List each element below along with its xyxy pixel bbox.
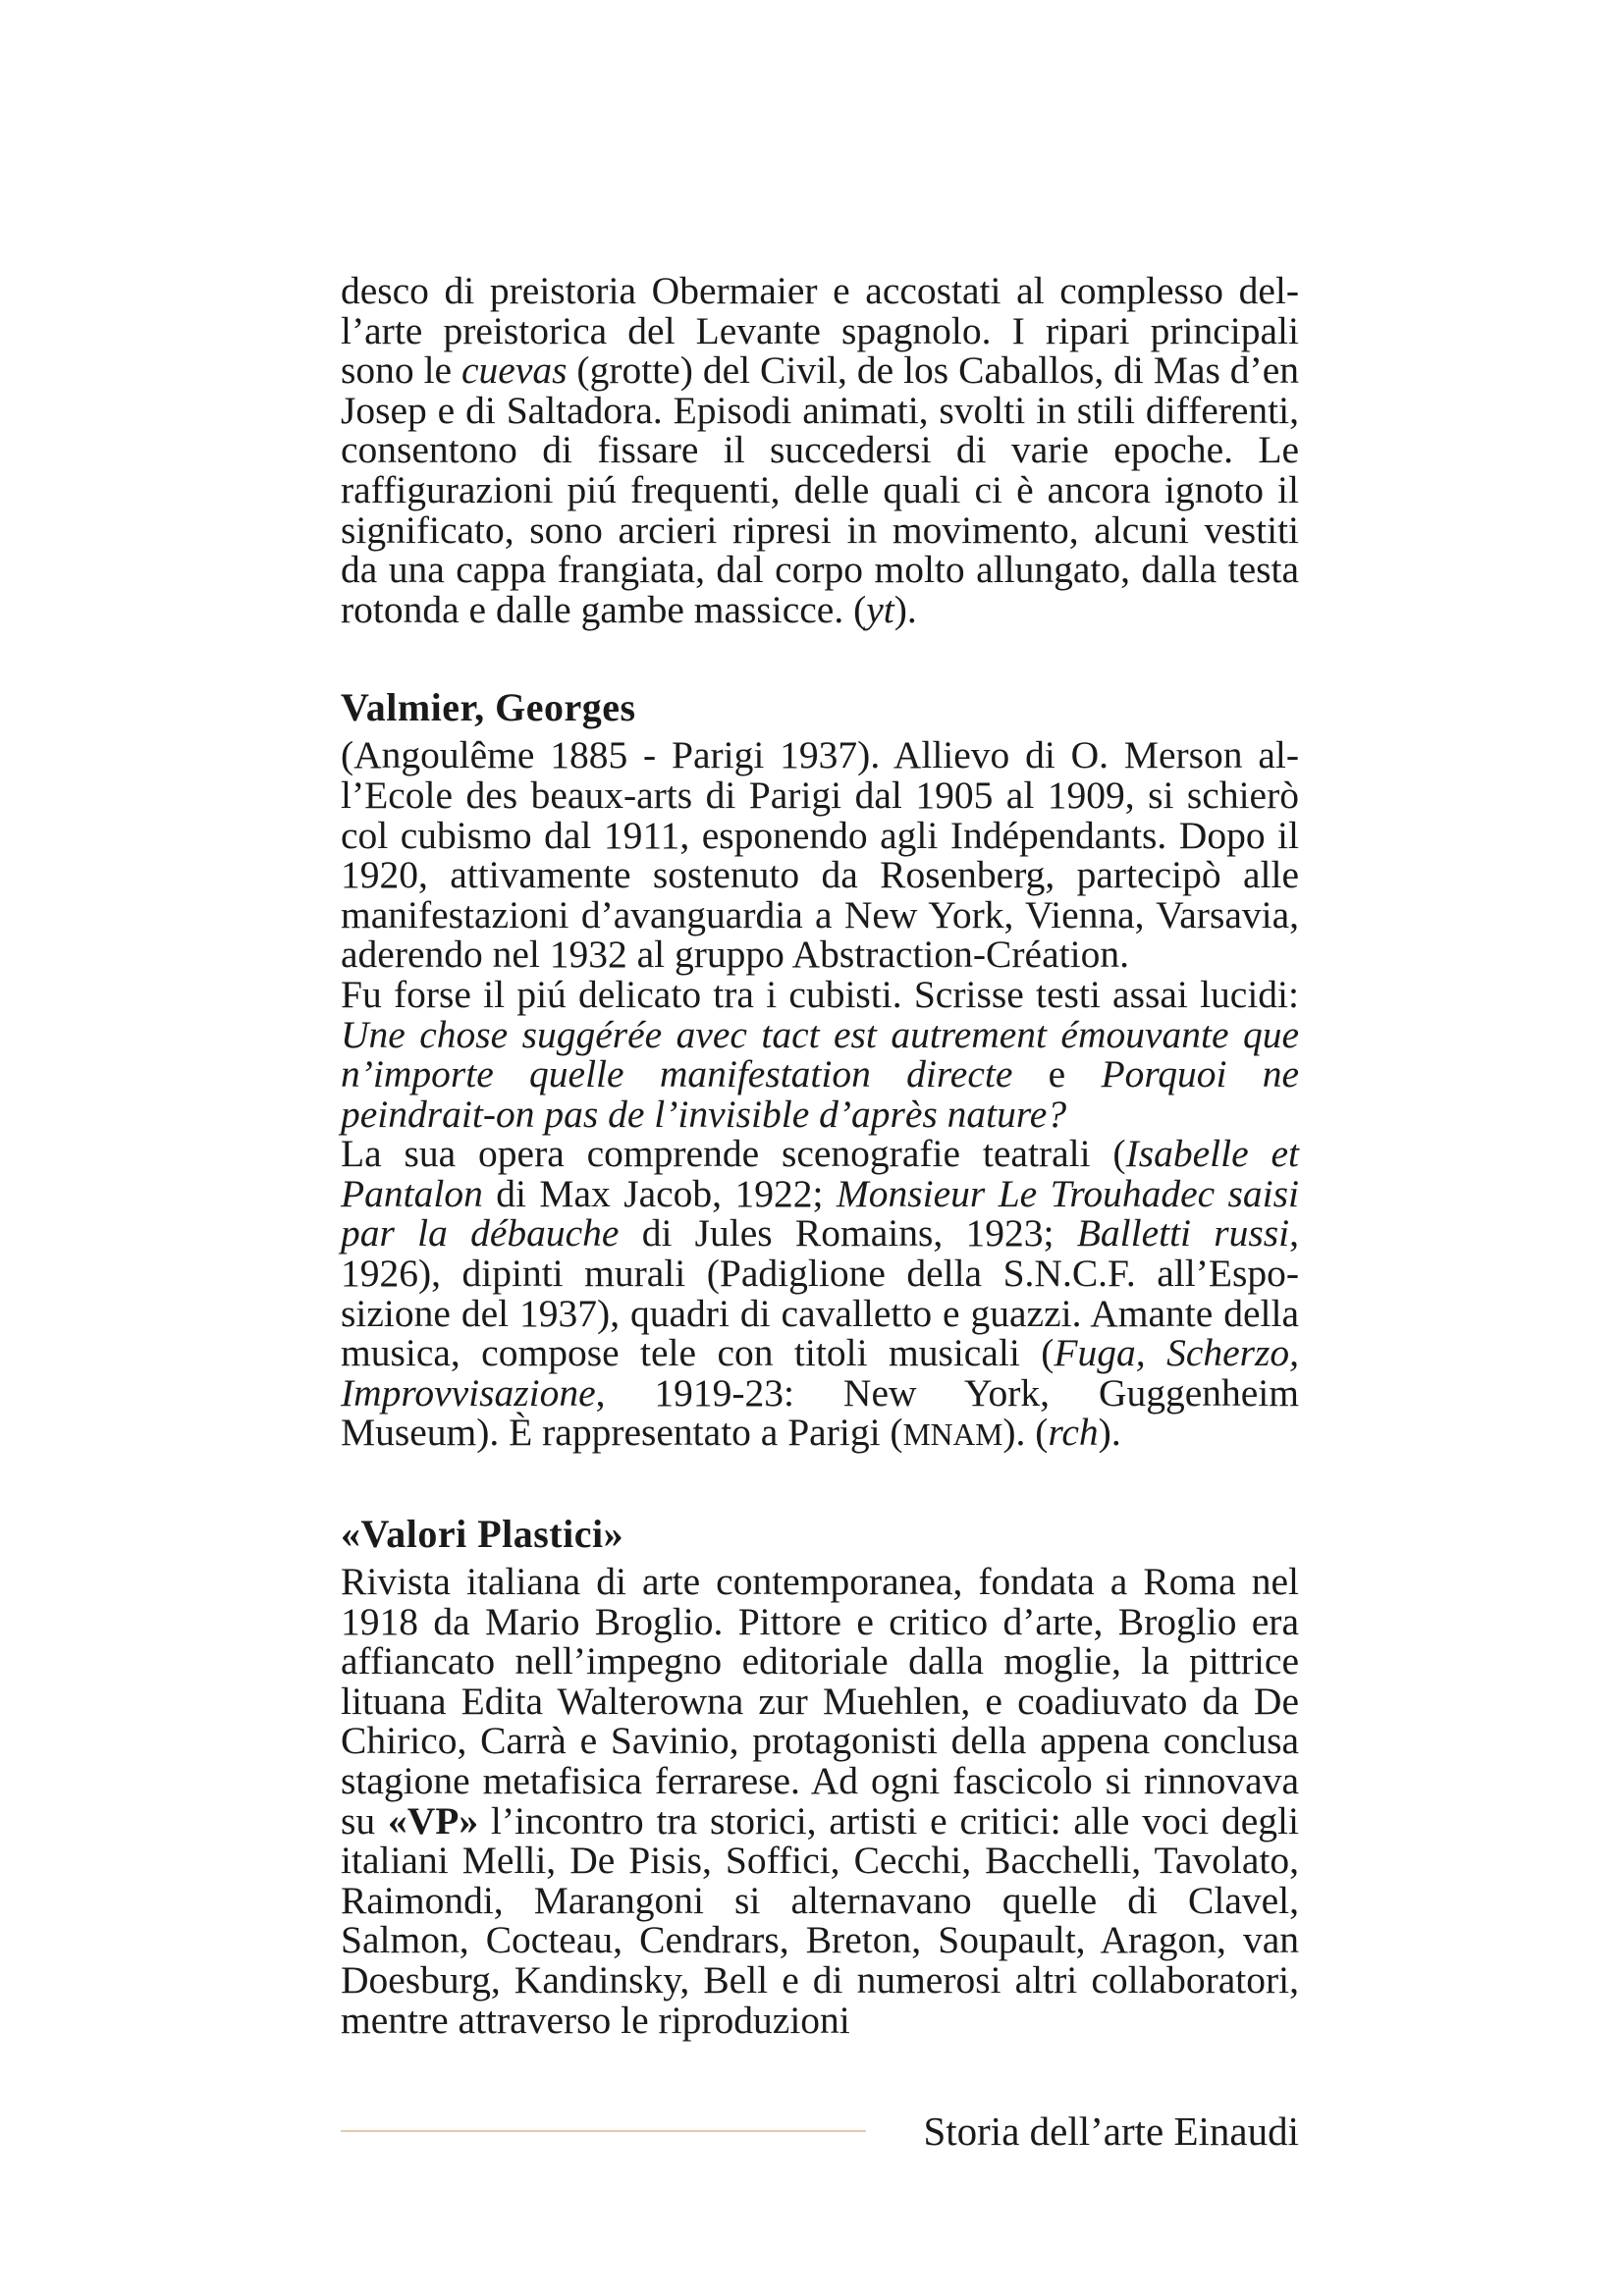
intro-text: ). bbox=[893, 587, 917, 631]
page-body bbox=[341, 271, 1299, 2040]
footer-rule bbox=[341, 2130, 866, 2132]
entry-title: «Valori Plastici» bbox=[341, 1512, 624, 1557]
entry-title: Valmier, Georges bbox=[341, 685, 636, 730]
bold-abbreviation: «VP» bbox=[387, 1798, 479, 1842]
paragraph-text: di Max Jacob, 1922; bbox=[482, 1171, 837, 1215]
entry-valmier bbox=[341, 686, 1299, 1456]
paragraph-text: , 1926), dipinti murali (Padiglione della S.N.C.F. all’Esposizione del 1937), quadri di cavalletto e guazzi. Amante della musica, compose tele con titoli musicali ( bbox=[341, 1211, 1299, 1375]
italic-title: Porquoi ne peindrait-on pas de l’invisible d’après nature? bbox=[341, 1052, 1299, 1136]
author-initials: rch bbox=[1048, 1411, 1099, 1455]
paragraph-text: La sua opera comprende scenografie teatrali ( bbox=[341, 1132, 1126, 1176]
museum-abbreviation: MNAM bbox=[902, 1417, 1003, 1453]
paragraph-text: e bbox=[1012, 1052, 1102, 1096]
entry-paragraph bbox=[341, 1562, 1299, 2040]
paragraph-text: ). ( bbox=[1002, 1411, 1049, 1455]
entry-paragraph bbox=[341, 1134, 1299, 1456]
intro-italic-term: cuevas bbox=[461, 348, 568, 393]
paragraph-text: l’incontro tra storici, artisti e critici: alle voci degli italiani Melli, De Pisis, Soffici, Cecchi, Bacchelli, Tavolato, Raimondi, Marangoni si alternavano quelle di Clavel, Salmon, Cocteau, Cendrars, Breton, Soupault, Aragon, van Doesburg, Kandinsky, Bell e di numerosi altri collaboratori, mentre attraverso le riproduzioni bbox=[341, 1798, 1299, 2042]
paragraph-text: Fu forse il piú delicato tra i cubisti. Scrisse testi assai lucidi: bbox=[341, 972, 1299, 1016]
italic-title: Une chose suggérée avec tact est autrement émouvante que n’importe quelle manifestation directe bbox=[341, 1012, 1299, 1096]
paragraph-text: di Jules Romains, 1923; bbox=[619, 1211, 1077, 1255]
entry-paragraph bbox=[341, 972, 1299, 1136]
intro-paragraph bbox=[341, 271, 1299, 629]
author-initials: yt bbox=[866, 587, 894, 631]
entry-valori-plastici bbox=[341, 1513, 1299, 2040]
page-footer bbox=[341, 2108, 1299, 2157]
paragraph-text: ). bbox=[1098, 1411, 1121, 1455]
italic-title: Monsieur Le Trouhadec saisi par la débauche bbox=[341, 1171, 1300, 1255]
entry-paragraph: (Angoulême 1885 - Parigi 1937). Allievo di O. Merson all’Ecole des beaux-arts di Parigi dal 1905 al 1909, si schierò col cubismo dal 1911, esponendo agli Indépendants. Dopo il 1920, attivamente sostenuto da Rosenberg, partecipò alle manifestazioni d’avanguardia a New York, Vienna, Varsavia, aderendo nel 1932 al gruppo Abstraction-Création. bbox=[341, 733, 1299, 977]
intro-text: (grotte) del Civil, de los Caballos, di Mas d’en Josep e di Saltadora. Episodi animati, svolti in stili differenti, consentono di fissare il succedersi di varie epoche. Le raffigurazioni piú frequenti, delle quali ci è ancora ignoto il significato, sono arcieri ripresi in movimento, alcuni vestiti da una cappa frangiata, dal corpo molto allungato, dalla testa rotonda e dalle gambe massicce. ( bbox=[341, 348, 1299, 631]
italic-title: Fuga, Scherzo, Improvvisazione bbox=[341, 1331, 1300, 1415]
paragraph-text: Rivista italiana di arte contemporanea, fondata a Roma nel 1918 da Mario Broglio. Pittore e critico d’arte, Broglio era affiancato nell’impegno editoriale dalla moglie, la pittrice lituana Edita Walterowna zur Muehlen, e coadiuvato da De Chirico, Carrà e Savinio, protagonisti della appena conclusa stagione metafisica ferrarese. Ad ogni fascicolo si rinnovava su bbox=[341, 1560, 1299, 1842]
italic-title: Balletti russi bbox=[1076, 1211, 1290, 1255]
footer-publisher-label: Storia dell’arte Einaudi bbox=[923, 2109, 1299, 2154]
paragraph-text: , 1919-23: New York, Guggenheim Museum). È rappresentato a Parigi ( bbox=[341, 1370, 1299, 1455]
italic-title: Isabelle et Pantalon bbox=[341, 1132, 1299, 1215]
intro-text: desco di preistoria Obermaier e accostati al complesso dell’arte preistorica del Levante spagnolo. I ripari principali sono le bbox=[341, 269, 1299, 393]
